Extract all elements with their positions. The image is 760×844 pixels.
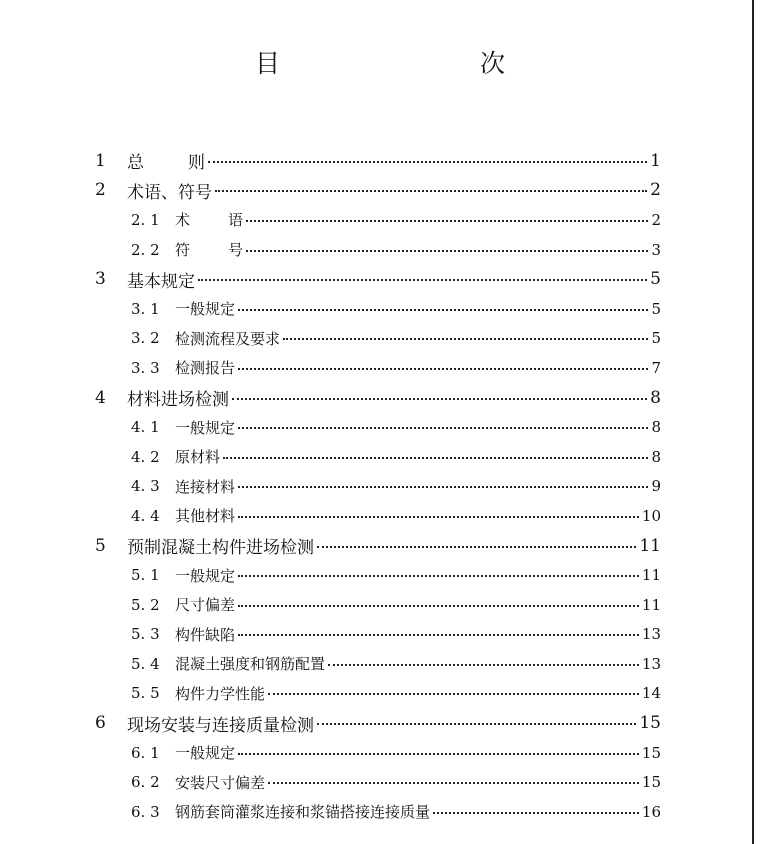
toc-entry-page: 11 xyxy=(641,595,661,614)
toc-entry-number: 6. 2 xyxy=(131,773,160,792)
dot-leader xyxy=(328,664,639,666)
toc-entry-label: 构件力学性能 xyxy=(175,684,266,703)
toc-entry-page: 15 xyxy=(641,773,661,792)
toc-entry-page: 13 xyxy=(641,654,661,673)
toc-entry-page: 15 xyxy=(639,713,661,734)
toc-entry-number: 4 xyxy=(95,387,106,408)
dot-leader xyxy=(283,338,648,340)
toc-entry-page: 5 xyxy=(651,299,661,318)
toc-entry-page: 8 xyxy=(651,447,661,466)
toc-entry[interactable] xyxy=(95,324,661,354)
toc-entry-label: 安装尺寸偏差 xyxy=(175,773,266,792)
toc-entry-label-char: 则 xyxy=(188,153,205,174)
dot-leader xyxy=(268,782,639,784)
dot-leader xyxy=(246,250,648,252)
toc-entry-label: 连接材料 xyxy=(175,477,236,496)
toc-entry[interactable] xyxy=(95,412,661,442)
toc-entry-label: 原材料 xyxy=(175,448,221,467)
toc-entry-number: 1 xyxy=(95,150,106,171)
toc-entry-page: 10 xyxy=(641,506,661,525)
toc-entry-page: 13 xyxy=(641,625,661,644)
toc-entry-page: 11 xyxy=(641,566,661,585)
toc-entry[interactable] xyxy=(95,797,661,827)
toc-entry-page: 11 xyxy=(639,535,661,556)
toc-entry-number: 5. 1 xyxy=(131,566,160,585)
toc-entry-label xyxy=(127,148,205,173)
toc-entry-label: 构件缺陷 xyxy=(175,625,236,644)
toc-entry-page: 14 xyxy=(641,684,661,703)
dot-leader xyxy=(246,220,648,222)
toc-entry[interactable] xyxy=(95,560,661,590)
toc-entry-label: 材料进场检测 xyxy=(127,390,229,411)
table-of-contents xyxy=(95,146,661,827)
page-edge-rule xyxy=(752,0,754,844)
toc-entry-label: 其他材料 xyxy=(175,507,236,526)
toc-entry-number: 2 xyxy=(95,180,106,201)
dot-leader xyxy=(238,753,639,755)
toc-entry-label: 钢筋套筒灌浆连接和浆锚搭接连接质量 xyxy=(175,803,431,822)
toc-entry-label xyxy=(175,239,243,260)
toc-entry[interactable] xyxy=(95,708,661,738)
toc-entry-page: 1 xyxy=(650,150,661,171)
toc-entry-number: 2. 1 xyxy=(131,210,160,229)
toc-entry-number: 6. 3 xyxy=(131,802,160,821)
toc-entry[interactable] xyxy=(95,205,661,235)
toc-entry-page: 9 xyxy=(651,477,661,496)
dot-leader xyxy=(215,190,647,192)
dot-leader xyxy=(238,427,648,429)
toc-entry-number: 4. 2 xyxy=(131,447,160,466)
toc-entry-page: 3 xyxy=(651,240,661,259)
page-title: 目 次 xyxy=(254,49,555,78)
toc-entry[interactable] xyxy=(95,264,661,294)
toc-entry-label xyxy=(175,209,243,230)
dot-leader xyxy=(238,368,648,370)
toc-entry-label: 预制混凝土构件进场检测 xyxy=(127,538,314,559)
toc-entry-number: 4. 1 xyxy=(131,418,160,437)
dot-leader xyxy=(268,693,639,695)
toc-entry-number: 4. 3 xyxy=(131,477,160,496)
toc-entry-number: 3. 1 xyxy=(131,299,160,318)
toc-entry-page: 15 xyxy=(641,743,661,762)
toc-entry-label: 一般规定 xyxy=(175,566,236,585)
toc-entry-page: 16 xyxy=(641,802,661,821)
toc-entry-number: 4. 4 xyxy=(131,506,160,525)
dot-leader xyxy=(317,546,636,548)
dot-leader xyxy=(433,812,639,814)
toc-entry-page: 7 xyxy=(651,358,661,377)
toc-entry-number: 5. 3 xyxy=(131,625,160,644)
toc-entry-label: 一般规定 xyxy=(175,418,236,437)
toc-entry-label: 一般规定 xyxy=(175,744,236,763)
toc-entry-label: 检测报告 xyxy=(175,359,236,378)
toc-entry-number: 3 xyxy=(95,269,106,290)
toc-entry[interactable] xyxy=(95,767,661,797)
toc-entry-label: 现场安装与连接质量检测 xyxy=(127,715,314,736)
toc-entry[interactable] xyxy=(95,738,661,768)
dot-leader xyxy=(232,398,647,400)
toc-entry-number: 2. 2 xyxy=(131,240,160,259)
toc-entry[interactable] xyxy=(95,501,661,531)
toc-entry[interactable] xyxy=(95,146,661,176)
toc-entry-label: 术语、符号 xyxy=(127,182,212,203)
toc-entry-number: 5. 4 xyxy=(131,654,160,673)
toc-entry-label-char: 符 xyxy=(175,241,191,260)
toc-entry-label: 尺寸偏差 xyxy=(175,596,236,615)
toc-entry-number: 6 xyxy=(95,713,106,734)
toc-entry-number: 5 xyxy=(95,535,106,556)
toc-entry-label: 混凝土强度和钢筋配置 xyxy=(175,655,326,674)
dot-leader xyxy=(238,605,639,607)
dot-leader xyxy=(238,486,648,488)
dot-leader xyxy=(238,516,639,518)
toc-entry[interactable] xyxy=(95,235,661,265)
dot-leader xyxy=(238,634,639,636)
toc-entry-number: 5. 5 xyxy=(131,684,160,703)
toc-entry[interactable] xyxy=(95,383,661,413)
dot-leader xyxy=(238,309,648,311)
toc-entry[interactable] xyxy=(95,472,661,502)
toc-entry[interactable] xyxy=(95,649,661,679)
toc-entry-page: 8 xyxy=(650,387,661,408)
toc-entry-number: 3. 3 xyxy=(131,358,160,377)
dot-leader xyxy=(317,723,636,725)
dot-leader xyxy=(208,161,647,163)
toc-entry-page: 8 xyxy=(651,418,661,437)
toc-entry-number: 3. 2 xyxy=(131,329,160,348)
toc-entry[interactable] xyxy=(95,442,661,472)
toc-entry-number: 6. 1 xyxy=(131,743,160,762)
toc-entry[interactable] xyxy=(95,176,661,206)
toc-entry-label-char: 语 xyxy=(227,211,243,230)
toc-entry[interactable] xyxy=(95,294,661,324)
toc-entry-page: 5 xyxy=(650,269,661,290)
toc-entry-label-char: 总 xyxy=(127,153,144,174)
dot-leader xyxy=(223,457,648,459)
toc-entry-label: 检测流程及要求 xyxy=(175,329,281,348)
dot-leader xyxy=(238,575,639,577)
toc-entry-number: 5. 2 xyxy=(131,595,160,614)
toc-entry[interactable] xyxy=(95,590,661,620)
toc-entry[interactable] xyxy=(95,620,661,650)
toc-entry[interactable] xyxy=(95,531,661,561)
toc-entry-page: 2 xyxy=(650,180,661,201)
toc-entry-label: 一般规定 xyxy=(175,300,236,319)
toc-entry-label-char: 术 xyxy=(175,211,191,230)
toc-entry-label-char: 号 xyxy=(227,241,243,260)
toc-entry-label: 基本规定 xyxy=(127,271,195,292)
toc-entry[interactable] xyxy=(95,679,661,709)
toc-entry-page: 2 xyxy=(651,210,661,229)
toc-entry-page: 5 xyxy=(651,329,661,348)
dot-leader xyxy=(198,279,647,281)
toc-entry[interactable] xyxy=(95,353,661,383)
